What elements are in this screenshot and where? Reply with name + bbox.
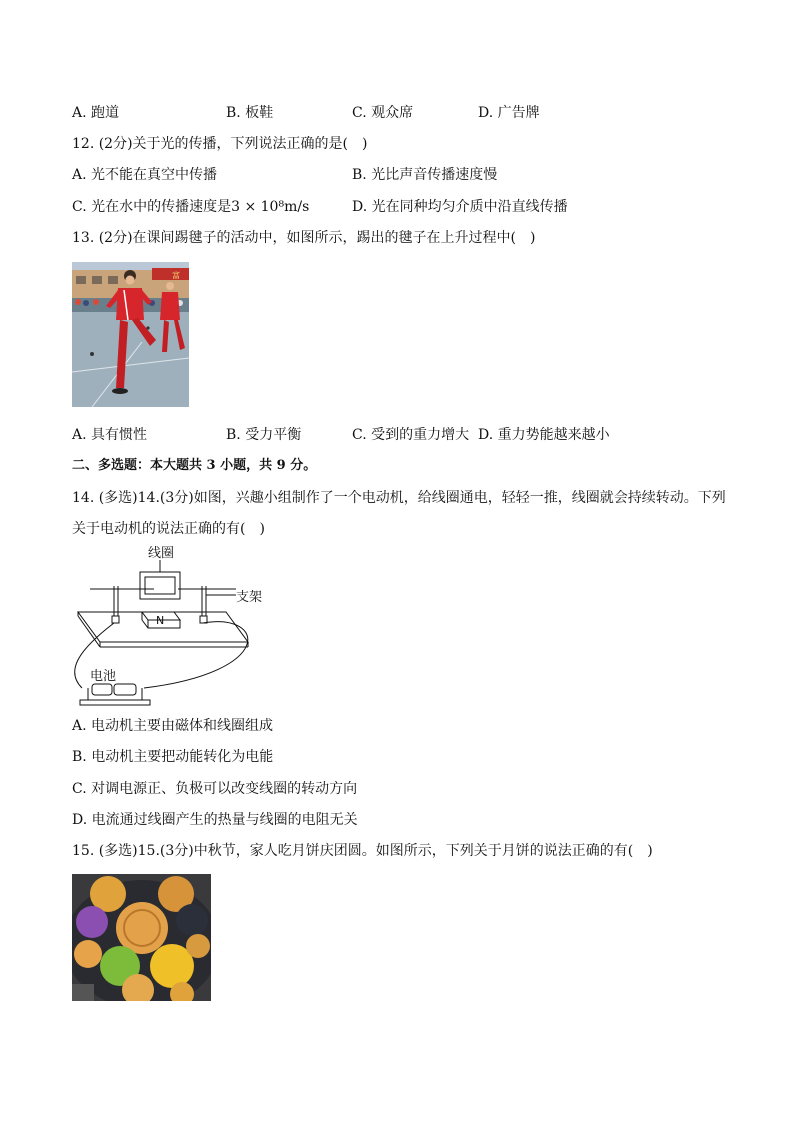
- shuttlecock-photo: [72, 262, 189, 407]
- q14-stem-line1: 14. (多选)14.(3分)如图，兴趣小组制作了一个电动机，给线圈通电，轻轻一推，线圈就会持续转动。下列: [72, 490, 726, 506]
- q13-option-b: B. 受力平衡: [226, 427, 302, 443]
- q12-option-c: C. 光在水中的传播速度是3 × 10⁸m/s: [72, 199, 310, 215]
- coil-label: 线圈: [148, 546, 175, 561]
- q11-option-a: A. 跑道: [72, 105, 120, 121]
- q12-option-a: A. 光不能在真空中传播: [72, 167, 218, 183]
- q15-stem: 15. (多选)15.(3分)中秋节，家人吃月饼庆团圆。如图所示，下列关于月饼的说法正确的有( ): [72, 843, 653, 859]
- q13-option-d: D. 重力势能越来越小: [478, 427, 610, 443]
- coil: [140, 572, 180, 599]
- q12-stem: 12. (2分)关于光的传播，下列说法正确的是( ): [72, 136, 368, 152]
- q12-option-b: B. 光比声音传播速度慢: [352, 167, 498, 183]
- q14-option-c: C. 对调电源正、负极可以改变线圈的转动方向: [72, 781, 358, 797]
- q14-option-d: D. 电流通过线圈产生的热量与线圈的电阻无关: [72, 812, 358, 828]
- q12-option-d: D. 光在同种均匀介质中沿直线传播: [352, 199, 568, 215]
- battery-cell-2: [114, 684, 136, 695]
- mooncake-photo-drawing: [72, 874, 211, 1001]
- q11-option-d: D. 广告牌: [478, 105, 540, 121]
- battery-cell-1: [92, 684, 112, 695]
- q11-options: [0, 104, 794, 122]
- q14-stem-line2: 关于电动机的说法正确的有( ): [72, 521, 265, 537]
- q13-option-c: C. 受到的重力增大: [352, 427, 470, 443]
- mooncake-photo: [72, 874, 211, 1001]
- motor-diagram: [66, 542, 276, 712]
- q13-stem: 13. (2分)在课间踢毽子的活动中，如图所示，踢出的毽子在上升过程中( ): [72, 230, 536, 246]
- q11-option-b: B. 板鞋: [226, 105, 274, 121]
- q14-option-a: A. 电动机主要由磁体和线圈组成: [72, 718, 274, 734]
- wire-right: [144, 622, 248, 688]
- q13-option-a: A. 具有惯性: [72, 427, 148, 443]
- shuttlecock-photo-drawing: [72, 262, 189, 407]
- bracket-label: 支架: [236, 590, 263, 605]
- q13-options: [0, 426, 794, 444]
- q11-option-c: C. 观众席: [352, 105, 414, 121]
- battery-base: [80, 700, 150, 705]
- magnet-label: N: [156, 614, 165, 627]
- battery-label: 电池: [90, 669, 117, 684]
- photo-sign-text: 富: [172, 271, 180, 280]
- section-heading: 二、多选题：本大题共 3 小题，共 9 分。: [72, 458, 317, 473]
- q14-option-b: B. 电动机主要把动能转化为电能: [72, 749, 274, 765]
